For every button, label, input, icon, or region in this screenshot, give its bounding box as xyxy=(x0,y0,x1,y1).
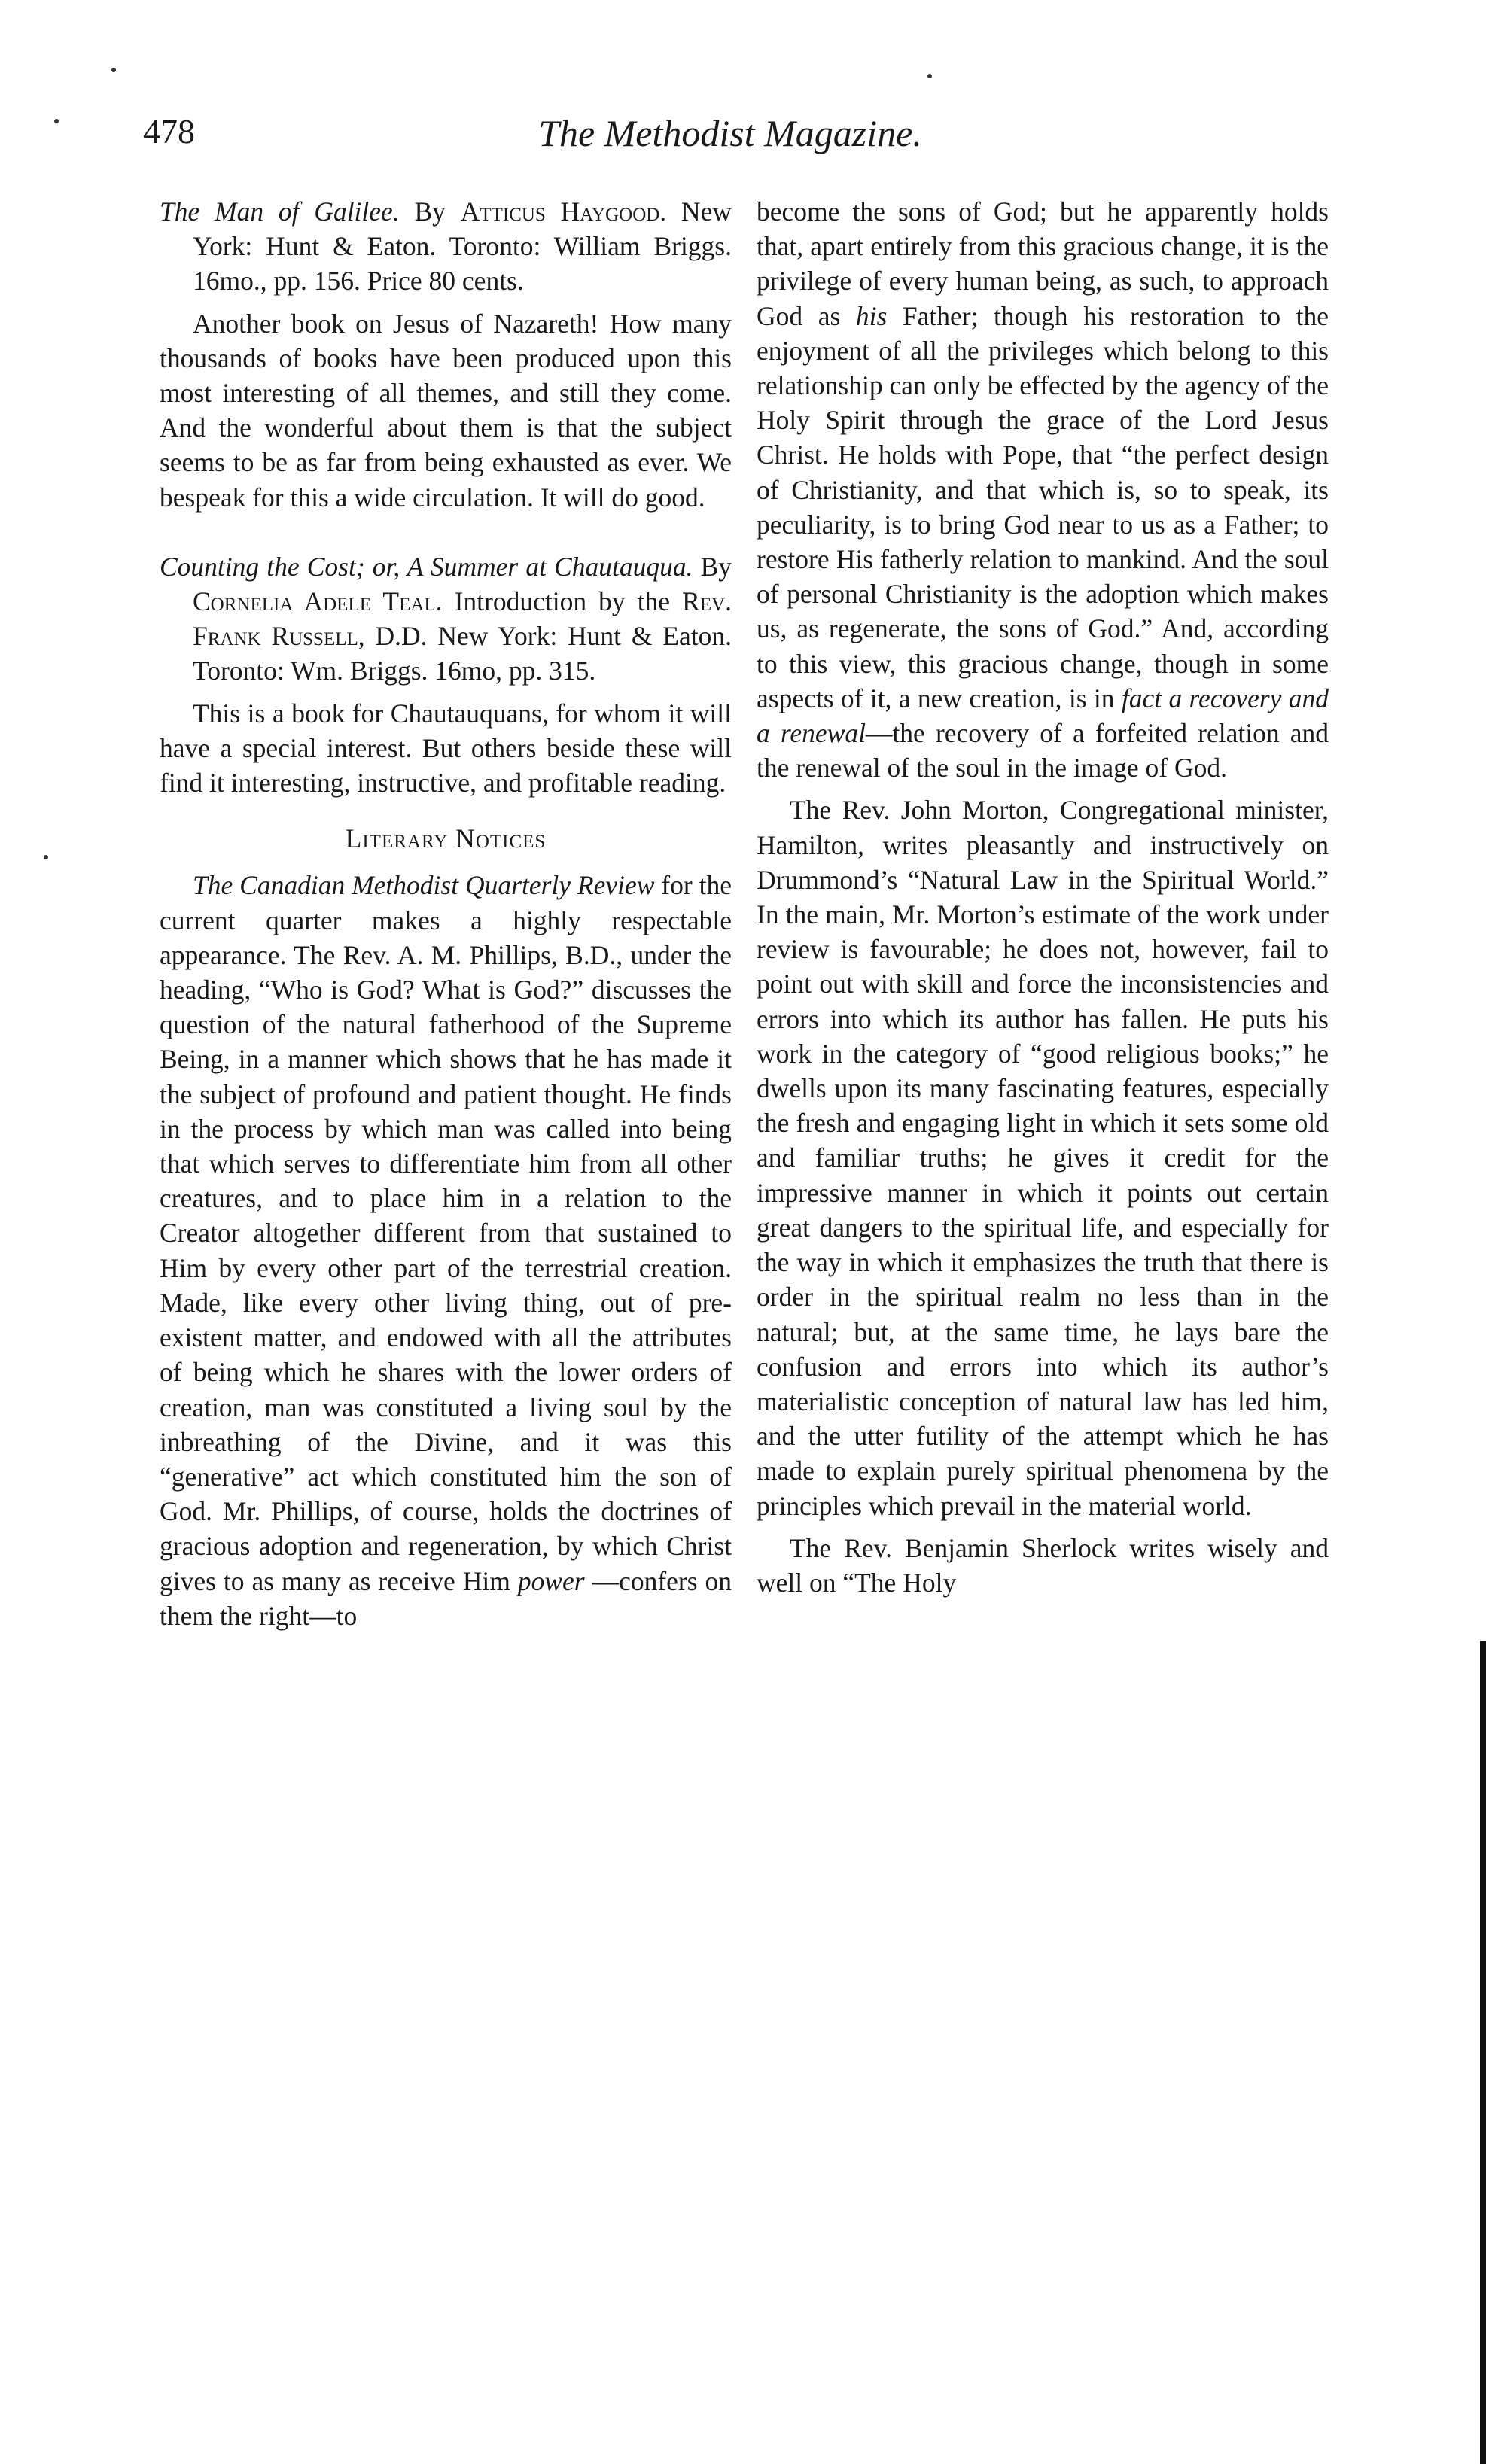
book-entry-1-heading xyxy=(160,194,732,299)
book-entry-2-heading xyxy=(160,549,732,689)
book-title: The Man of Galilee. xyxy=(160,196,400,227)
page-number: 478 xyxy=(143,112,195,151)
scan-edge-rule xyxy=(1480,1641,1486,2464)
continued-paragraph xyxy=(757,194,1329,785)
scan-mark xyxy=(927,74,932,78)
scan-mark xyxy=(54,119,59,123)
book-entry-1-review: Another book on Jesus of Nazareth! How many thousands of books have been produced upon this most interesting of all themes, and still they come. And the wonderful about them is that the subject seems to be as far from being exhausted as ever. We bespeak for this a wide circulation. It will do good. xyxy=(160,308,732,513)
book-author: Cornelia Adele Teal. xyxy=(193,586,443,617)
periodical-title: The Canadian Methodist Quarterly Review xyxy=(193,870,655,901)
running-title: The Methodist Magazine. xyxy=(538,112,922,154)
book-imprint: New York: Hunt & Eaton. Toronto: Wm. Briggs. 16mo, pp. 315. xyxy=(193,621,732,686)
sherlock-paragraph: The Rev. Benjamin Sherlock writes wisely and well on “The Holy xyxy=(757,1532,1329,1598)
page-header xyxy=(143,111,1317,164)
scan-mark xyxy=(111,68,116,72)
book-entry-2-review: This is a book for Chautauquans, for whom it will have a special interest. But others beside these will find it interesting, instructive, and profitable reading. xyxy=(160,698,732,799)
notice-tail: —confers on them the right—to xyxy=(160,1565,732,1631)
italic-run: his xyxy=(855,300,888,331)
morton-paragraph: The Rev. John Morton, Congregational minister, Hamilton, writes pleasantly and instructively on Drummond’s “Natural Law in the Spiritual World.” In the main, Mr. Morton’s estimate of the work under review is favourable; he does not, however, fail to point out with skill and force the inconsistencies and errors into which its author has fallen. He puts his work in the category of “good religious books;” he dwells upon its many fascinating features, especially the fresh and engaging light in which it sets some old and familiar truths; he gives it credit for the impressive manner in which it points out certain great dangers to the spiritual life, and especially for the way in which it emphasizes the truth that there is order in the spiritual realm no less than in the natural; but, at the same time, he lays bare the confusion and errors into which its author’s materialistic conception of natural law has led him, and the utter futility of the attempt which he has made to explain purely spiritual phenomena by the principles which prevail in the material world. xyxy=(757,795,1329,1521)
intro-person: Rev. Frank Russell, D.D. xyxy=(193,586,732,652)
by-label: By xyxy=(700,551,732,582)
text-run: —the recovery of a forfeited relation and the renewal of the soul in the image of God. xyxy=(757,718,1329,783)
right-column xyxy=(757,194,1329,1600)
scan-mark xyxy=(44,855,48,859)
intro-prefix: Introduction by the xyxy=(454,586,671,617)
text-run: become the sons of God; but he apparently holds that, apart entirely from this gracious change, it is the privilege of every human being, as such, to approach God as xyxy=(757,196,1329,331)
book-author: Atticus Haygood. xyxy=(460,196,667,227)
text-run: Father; though his restoration to the enjoyment of all the privileges which belong to this relationship can only be effected by the agency of the Holy Spirit through the grace of the Lord Jesus Christ. He holds with Pope, that “the perfect design of Christianity, and that which is, so to speak, its peculiarity, is to bring God near to us as a Father; to restore His fatherly relation to mankind. And the soul of personal Christianity is the adoption which makes us, as regenerate, the sons of God.” And, according to this view, this gracious change, though in some aspects of it, a new creation, is in xyxy=(757,300,1329,713)
by-label: By xyxy=(414,196,446,227)
book-title: Counting the Cost; or, A Summer at Chautauqua. xyxy=(160,551,693,582)
section-heading: Literary Notices xyxy=(345,823,547,854)
left-column xyxy=(160,194,732,1633)
italic-run: fact a recovery and a renewal xyxy=(757,683,1329,749)
notice-text: for the current quarter makes a highly respectable appearance. The Rev. A. M. Phillips, B.D., under the heading, “Who is God? What is God?” discusses the question of the natural fatherhood of the Supreme Being, in a manner which shows that he has made it the subject of profound and patient thought. He finds in the process by which man was called into being that which serves to differentiate him from all other creatures, and to place him in a relation to the Creator altogether different from that sustained to Him by every other part of the terrestrial creation. Made, like every other living thing, out of pre-existent matter, and endowed with all the attributes of being which he shares with the lower orders of creation, man was constituted a living soul by the inbreathing of the Divine, and it was this “generative” act which constituted him the son of God. Mr. Phillips, of course, holds the doctrines of gracious adoption and regeneration, by which Christ gives to as many as receive Him xyxy=(160,870,732,1596)
book-imprint: New York: Hunt & Eaton. Toronto: William Briggs. 16mo., pp. 156. Price 80 cents. xyxy=(193,196,732,297)
notice-italic-word: power xyxy=(517,1565,585,1596)
literary-notice-paragraph xyxy=(160,868,732,1632)
